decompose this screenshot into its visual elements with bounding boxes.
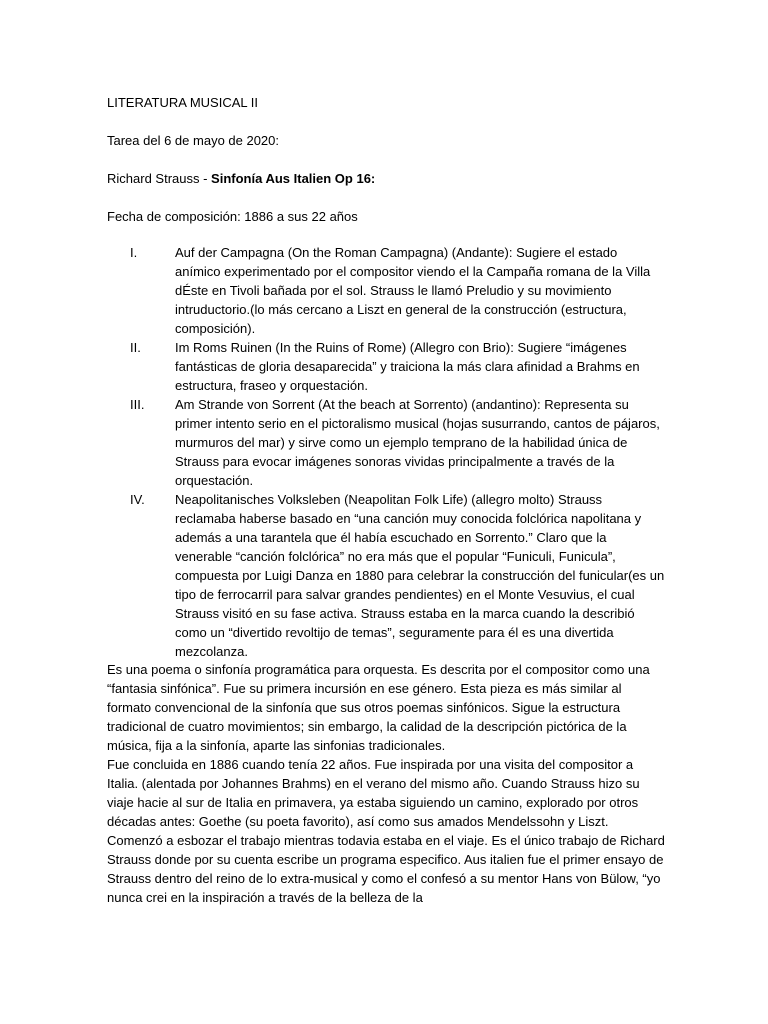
work-author: Richard Strauss -	[107, 171, 212, 186]
movement-text: Neapolitanisches Volksleben (Neapolitan Folk Life) (allegro molto) Strauss reclamaba haberse basado en “una canción muy conocida folclórica napolitana y además a una tarantela que él había escuchado en Sorrento.” Claro que la venerable “canción folclórica” no era más que el popular “Funiculi, Funicula”, compuesta por Luigi Danza en 1880 para celebrar la construcción del funicular(es un tipo de ferrocarril para salvar grandes pendientes) en el Monte Vesuvius, el cual Strauss visitó en su fase activa. Strauss estaba en la marca cuando la describió como un “divertido revoltijo de temas”, seguramente para él es una divertida mezcolanza.	[175, 492, 665, 659]
movement-item	[0, 395, 768, 490]
body-paragraph: Es una poema o sinfonía programática para orquesta. Es descrita por el compositor como una “fantasia sinfónica”. Fue su primera incursión en ese género. Esta pieza es más similar al formato convencional de la sinfonía que sus otros poemas sinfónicos. Sigue la estructura tradicional de cuatro movimientos; sin embargo, la calidad de la descripción pictórica de la música, fija a la sinfonía, aparte las sinfonias tradicionales.	[107, 662, 650, 753]
movement-numeral: IV.	[130, 492, 145, 507]
work-title: Sinfonía Aus Italien Op 16:	[211, 171, 376, 186]
movement-item	[0, 243, 768, 338]
movement-item	[0, 490, 768, 661]
body-paragraph: Fue concluida en 1886 cuando tenía 22 años. Fue inspirada por una visita del compositor a Italia. (alentada por Johannes Brahms) en el verano del mismo año. Cuando Strauss hizo su viaje hacie al sur de Italia en primavera, ya estaba siguiendo un camino, explorado por otros décadas antes: Goethe (su poeta favorito), así como sus amados Mendelssohn y Liszt. Comenzó a esbozar el trabajo mientras todavia estaba en el viaje. Es el único trabajo de Richard Strauss donde por su cuenta escribe un programa especifico. Aus italien fue el primer ensayo de Strauss dentro del reino de lo extra-musical y como el confesó a su mentor Hans von Bülow, “yo nunca crei en la inspiración a través de la belleza de la	[107, 757, 665, 905]
document-heading: LITERATURA MUSICAL II	[107, 95, 258, 110]
composition-date: Fecha de composición: 1886 a sus 22 años	[107, 209, 358, 224]
movements-list	[0, 243, 768, 661]
movement-numeral: III.	[130, 397, 145, 412]
movement-numeral: I.	[130, 245, 138, 260]
movement-numeral: II.	[130, 340, 141, 355]
movement-text: Auf der Campagna (On the Roman Campagna) (Andante): Sugiere el estado anímico experimentado por el compositor viendo el la Campaña romana de la Villa dÉste en Tivoli bañada por el sol. Strauss le llamó Preludio y su movimiento intruductorio.(lo más cercano a Liszt en general de la construcción (estructura, composición).	[175, 245, 651, 336]
movement-text: Im Roms Ruinen (In the Ruins of Rome) (Allegro con Brio): Sugiere “imágenes fantásticas de gloria desaparecida” y traiciona la más clara afinidad a Brahms en estructura, fraseo y orquestación.	[175, 340, 640, 393]
assignment-date: Tarea del 6 de mayo de 2020:	[107, 133, 280, 148]
movement-text: Am Strande von Sorrent (At the beach at Sorrento) (andantino): Representa su primer intento serio en el pictoralismo musical (hojas susurrando, cantos de pájaros, murmuros del mar) y sirve como un ejemplo temprano de la habilidad única de Strauss para evocar imágenes sonoras vividas principalmente a través de la orquestación.	[175, 397, 660, 488]
work-title-line	[107, 169, 375, 188]
movement-item	[0, 338, 768, 395]
